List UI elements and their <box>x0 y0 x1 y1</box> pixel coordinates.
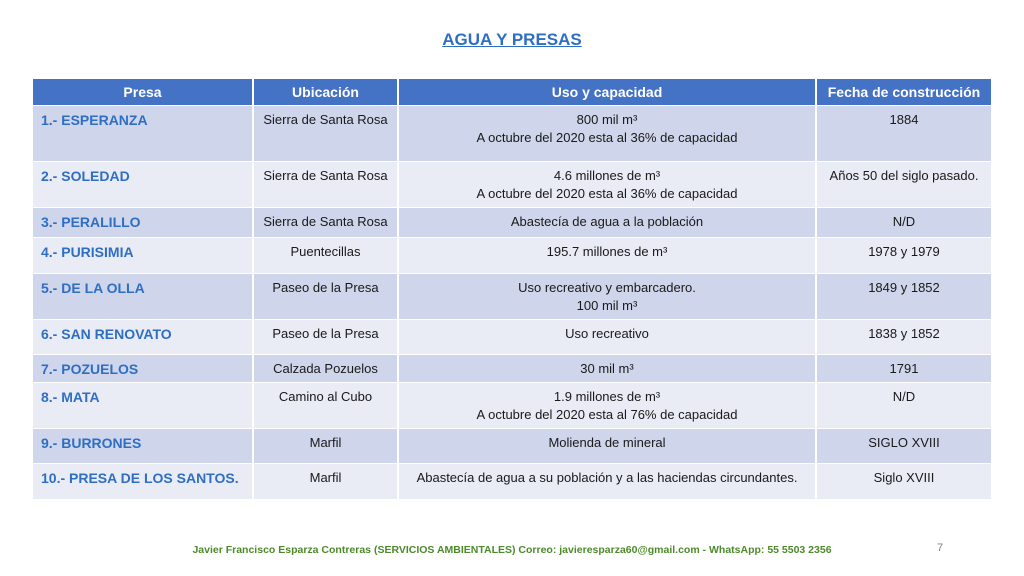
uso-cell <box>398 238 816 274</box>
table-row <box>33 208 991 238</box>
fecha-cell: N/D <box>816 383 991 429</box>
presa-cell: 1.- ESPERANZA <box>33 106 253 162</box>
table-row <box>33 320 991 355</box>
uso-cell <box>398 208 816 238</box>
fecha-cell: 1884 <box>816 106 991 162</box>
fecha-cell: 1849 y 1852 <box>816 274 991 320</box>
page-number: 7 <box>937 542 944 554</box>
presa-cell: 7.- POZUELOS <box>33 355 253 383</box>
presa-cell: 4.- PURISIMIA <box>33 238 253 274</box>
table-row <box>33 383 991 429</box>
presa-cell: 9.- BURRONES <box>33 429 253 464</box>
ubicacion-cell: Puentecillas <box>253 238 398 274</box>
presa-cell: 10.- PRESA DE LOS SANTOS. <box>33 464 253 499</box>
footer-contact: Javier Francisco Esparza Contreras (SERVICIOS AMBIENTALES) Correo: javieresparza60@gmail.com - WhatsApp: 55 5503 2356 <box>192 544 832 556</box>
uso-line: 100 mil m³ <box>576 298 638 313</box>
uso-cell <box>398 106 816 162</box>
fecha-cell: SIGLO XVIII <box>816 429 991 464</box>
uso-cell <box>398 162 816 208</box>
uso-line: Molienda de mineral <box>548 435 666 450</box>
presa-cell: 2.- SOLEDAD <box>33 162 253 208</box>
ubicacion-cell: Camino al Cubo <box>253 383 398 429</box>
table-row <box>33 464 991 499</box>
header-uso-capacidad: Uso y capacidad <box>398 79 816 106</box>
ubicacion-cell: Sierra de Santa Rosa <box>253 208 398 238</box>
fecha-cell: N/D <box>816 208 991 238</box>
fecha-cell: 1791 <box>816 355 991 383</box>
uso-cell <box>398 355 816 383</box>
uso-line: 195.7 millones de m³ <box>546 244 668 259</box>
table-row <box>33 238 991 274</box>
uso-cell <box>398 320 816 355</box>
uso-cell <box>398 464 816 499</box>
table-row <box>33 355 991 383</box>
uso-line: 1.9 millones de m³ <box>553 389 661 404</box>
presa-cell: 8.- MATA <box>33 383 253 429</box>
uso-line: Uso recreativo <box>565 326 649 341</box>
uso-line: 800 mil m³ <box>576 112 638 127</box>
uso-cell <box>398 383 816 429</box>
fecha-cell: Siglo XVIII <box>816 464 991 499</box>
table-row <box>33 162 991 208</box>
ubicacion-cell: Sierra de Santa Rosa <box>253 162 398 208</box>
presa-cell: 6.- SAN RENOVATO <box>33 320 253 355</box>
fecha-cell: 1978 y 1979 <box>816 238 991 274</box>
table-row <box>33 274 991 320</box>
dams-table <box>33 79 991 499</box>
fecha-cell: 1838 y 1852 <box>816 320 991 355</box>
table-header-row <box>33 79 991 106</box>
ubicacion-cell: Marfil <box>253 464 398 499</box>
uso-line: A octubre del 2020 esta al 36% de capacidad <box>476 186 738 201</box>
uso-line: A octubre del 2020 esta al 36% de capacidad <box>476 130 738 145</box>
fecha-cell: Años 50 del siglo pasado. <box>816 162 991 208</box>
uso-line: Uso recreativo y embarcadero. <box>518 280 696 295</box>
ubicacion-cell: Paseo de la Presa <box>253 274 398 320</box>
header-presa: Presa <box>33 79 253 106</box>
uso-line: 30 mil m³ <box>580 361 634 376</box>
table-row <box>33 429 991 464</box>
header-fecha-construccion: Fecha de construcción <box>816 79 991 106</box>
ubicacion-cell: Marfil <box>253 429 398 464</box>
uso-cell <box>398 429 816 464</box>
ubicacion-cell: Sierra de Santa Rosa <box>253 106 398 162</box>
uso-cell <box>398 274 816 320</box>
uso-line: A octubre del 2020 esta al 76% de capacidad <box>476 407 738 422</box>
ubicacion-cell: Calzada Pozuelos <box>253 355 398 383</box>
header-ubicacion: Ubicación <box>253 79 398 106</box>
table-row <box>33 106 991 162</box>
ubicacion-cell: Paseo de la Presa <box>253 320 398 355</box>
uso-line: Abastecía de agua a su población y a las haciendas circundantes. <box>416 470 798 485</box>
presa-cell: 3.- PERALILLO <box>33 208 253 238</box>
page-title: AGUA Y PRESAS <box>442 30 582 49</box>
presa-cell: 5.- DE LA OLLA <box>33 274 253 320</box>
uso-line: 4.6 millones de m³ <box>553 168 661 183</box>
uso-line: Abastecía de agua a la población <box>510 214 704 229</box>
